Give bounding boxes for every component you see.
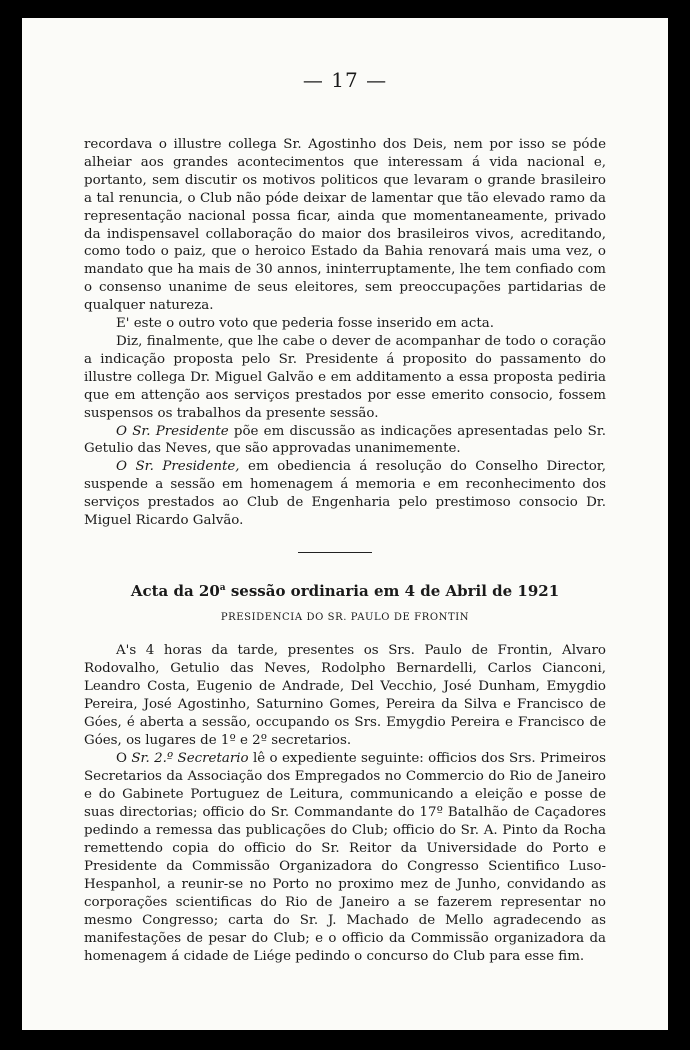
previous-session-text bbox=[84, 136, 606, 530]
paragraph-text: em obediencia á resolução do Conselho Director, suspende a sessão em homenagem á memoria e em reconhecimento dos serviços prestados ao Club de Engenharia pelo prestimoso consocio Dr. Miguel Ricardo Galvão. bbox=[84, 459, 606, 529]
speaker-name: O Sr. Presidente, bbox=[116, 459, 240, 475]
paragraph-correspondence: O Sr. 2.º Secretario lê o expediente seguinte: officios dos Srs. Primeiros Secretarios da Associação dos Empregados no Commercio do Rio de Janeiro e do Gabinete Portuguez de Leitura, communicando a eleição e posse de suas directorias; officio do Sr. Commandante do 17º Batalhão de Caçadores pedindo a remessa das publicações do Club; officio do Sr. A. Pinto da Rocha remettendo copia do officio do Sr. Reitor da Universidade do Porto e Presidente da Commissão Organizadora do Congresso Scientifico Luso-Hespanhol, a reunir-se no Porto no proximo mez de Junho, convidando as corporações scientificas do Rio de Janeiro a se fazerem representar no mesmo Congresso; carta do Sr. J. Machado de Mello agradecendo as manifestações de pesar do Club; e o officio da Commissão organizadora da homenagem á cidade de Liége pedindo o concurso do Club para esse fim. bbox=[84, 751, 606, 964]
session-text bbox=[84, 642, 606, 966]
paragraph-continuation: recordava o illustre collega Sr. Agostinho dos Deis, nem por isso se póde alheiar aos grandes acontecimentos que interessam á vida nacional e, portanto, sem discutir os motivos politicos que levaram o grande brasileiro a tal renuncia, o Club não póde deixar de lamentar que tão elevado ramo da representação nacional possa ficar, ainda que momentaneamente, privado da indispensavel collaboração do maior dos brasileiros vivos, acreditando, como todo o paiz, que o heroico Estado da Bahia renovará mais uma vez, o mandato que ha mais de 30 annos, ininterruptamente, lhe tem confiado com o consenso unanime de seus eleitores, sem preoccupações partidarias de qualquer natureza. bbox=[84, 137, 606, 314]
paragraph-text: põe em discussão as indicações apresentadas pelo Sr. Getulio das Neves, que são approvadas unanimemente. bbox=[84, 423, 606, 457]
session-heading: Acta da 20$^a$ sessão ordinaria em 4 de Abril de 1921 bbox=[130, 582, 560, 600]
speaker-name: Sr. 2.º Secretario bbox=[131, 751, 249, 766]
presidency-line: PRESIDENCIA DO SR. PAULO DE FRONTIN bbox=[220, 612, 470, 623]
paragraph-condolence: Diz, finalmente, que lhe cabe o dever de acompanhar de todo o coração a indicação proposta pelo Sr. Presidente á proposito do passamento do illustre collega Dr. Miguel Galvão e em additamento a essa proposta pediria que em attenção aos serviços prestados por esse emerito consocio, fossem suspensos os trabalhos da presente sessão. bbox=[84, 333, 606, 421]
paragraph-vote: E' este o outro voto que pederia fosse inserido em acta. bbox=[116, 316, 494, 332]
paragraph-opening: A's 4 horas da tarde, presentes os Srs. Paulo de Frontin, Alvaro Rodovalho, Getulio das Neves, Rodolpho Bernardelli, Carlos Cianconi, Leandro Costa, Eugenio de Andrade, Del Vecchio, José Dunham, Emygdio Pereira, José Agostinho, Saturnino Gomes, Pereira da Silva e Francisco de Góes, é aberta a sessão, occupando os Srs. Emygdio Pereira e Francisco de Góes, os lugares de 1º e 2º secretarios. bbox=[84, 643, 606, 748]
book-page bbox=[22, 18, 668, 1030]
paragraph-approval bbox=[84, 423, 606, 459]
paragraph-suspension bbox=[84, 458, 606, 530]
page-number: — 17 — bbox=[302, 68, 388, 92]
section-divider bbox=[298, 552, 372, 553]
speaker-name: O Sr. Presidente bbox=[116, 423, 229, 439]
paragraph-text: lê o expediente seguinte: officios dos Srs. Primeiros Secretarios da Associação dos Empregados no Commercio do Rio de Janeiro e do Gabinete Portuguez de Leitura, communicando a eleição e posse de suas directorias; officio do Sr. Commandante do 17º Batalhão de Caçadores pedindo a remessa das publicações do Club; officio do Sr. A. Pinto da Rocha remettendo copia do officio do Sr. Reitor da Universidade do Porto e Presidente da Commissão Organizadora do Congresso Scientifico Luso-Hespanhol, a reunir-se no Porto no proximo mez de Junho, convidando as corporações scientificas do Rio de Janeiro a se fazerem representar no mesmo Congresso; carta do Sr. J. Machado de Mello agradecendo as manifestações de pesar do Club; e o officio da Commissão organizadora da homenagem á cidade de Liége pedindo o concurso do Club para esse fim. bbox=[84, 751, 606, 964]
